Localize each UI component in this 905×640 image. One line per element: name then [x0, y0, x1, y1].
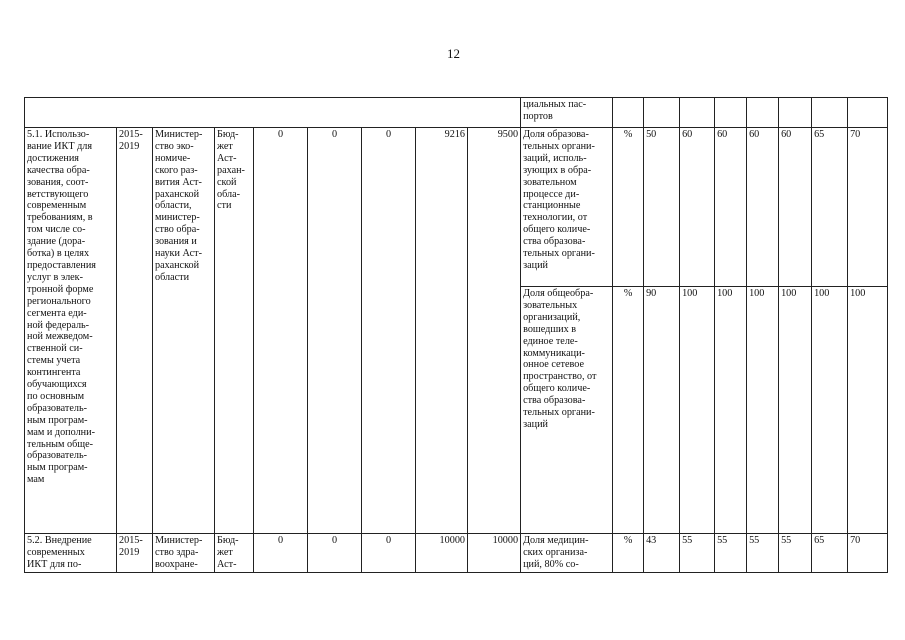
executor-cell: Министер- ство здра- воохране-: [153, 534, 215, 573]
merged-blank-cell: [25, 98, 521, 128]
activity-cell: 5.1. Использо- вание ИКТ для достижения качества обра- зования, соот- ветствующего современным требованиям, в том числе со- здание (дора- ботка) в целях предоставления услуг в элек- тронной форме регионального сегмента еди- ной федераль- ной межведом- ственной си- стемы учета контингента обучающихся по основным образователь- ным програм- мам и дополни- тельным обще- образователь- ным програм- мам: [25, 128, 117, 534]
amount-cell: 0: [254, 128, 308, 534]
value-cell: 100: [779, 287, 812, 534]
period-cell: 2015- 2019: [117, 534, 153, 573]
value-cell: 100: [812, 287, 848, 534]
value-cell: 55: [715, 534, 747, 573]
unit-cell: %: [613, 534, 644, 573]
source-cell: Бюд- жет Аст- рахан- ской обла- сти: [215, 128, 254, 534]
value-cell: 65: [812, 534, 848, 573]
amount-cell: 0: [254, 534, 308, 573]
indicator-cell: Доля образова- тельных органи- заций, исполь- зующих в обра- зовательном процессе ди- станционные технологии, от общего количе- ства образова- тельных органи- заций: [521, 128, 613, 287]
table-row: [25, 128, 888, 287]
amount-cell: 0: [362, 128, 416, 534]
amount-cell: 10000: [468, 534, 521, 573]
amount-cell: 9216: [416, 128, 468, 534]
activity-cell: 5.2. Внедрение современных ИКТ для по-: [25, 534, 117, 573]
unit-cell: %: [613, 128, 644, 287]
value-cell: [644, 98, 680, 128]
amount-cell: 0: [308, 128, 362, 534]
amount-cell: 10000: [416, 534, 468, 573]
value-cell: 55: [779, 534, 812, 573]
value-cell: 100: [680, 287, 715, 534]
value-cell: 50: [644, 128, 680, 287]
value-cell: 55: [747, 534, 779, 573]
value-cell: [848, 98, 888, 128]
amount-cell: 0: [362, 534, 416, 573]
value-cell: [812, 98, 848, 128]
indicator-cell: Доля медицин- ских организа- ций, 80% со-: [521, 534, 613, 573]
unit-cell: %: [613, 287, 644, 534]
value-cell: [747, 98, 779, 128]
continuation-row: [25, 98, 888, 128]
program-table: [24, 97, 888, 573]
unit-cell: [613, 98, 644, 128]
executor-cell: Министер- ство эко- номиче- ского раз- вития Аст- раханской области, министер- ство обра- зования и науки Аст- раханской области: [153, 128, 215, 534]
source-cell: Бюд- жет Аст-: [215, 534, 254, 573]
value-cell: 65: [812, 128, 848, 287]
value-cell: [715, 98, 747, 128]
amount-cell: 9500: [468, 128, 521, 534]
value-cell: [779, 98, 812, 128]
value-cell: [680, 98, 715, 128]
value-cell: 60: [680, 128, 715, 287]
value-cell: 70: [848, 128, 888, 287]
value-cell: 100: [848, 287, 888, 534]
value-cell: 55: [680, 534, 715, 573]
amount-cell: 0: [308, 534, 362, 573]
indicator-cell: Доля общеобра- зовательных организаций, вошедших в единое теле- коммуникаци- онное сетевое пространство, от общего количе- ства образова- тельных органи- заций: [521, 287, 613, 534]
value-cell: 60: [715, 128, 747, 287]
value-cell: 100: [715, 287, 747, 534]
value-cell: 43: [644, 534, 680, 573]
period-cell: 2015- 2019: [117, 128, 153, 534]
value-cell: 90: [644, 287, 680, 534]
value-cell: 70: [848, 534, 888, 573]
page-number: 12: [447, 46, 460, 61]
value-cell: 100: [747, 287, 779, 534]
value-cell: 60: [779, 128, 812, 287]
table-row: [25, 534, 888, 573]
value-cell: 60: [747, 128, 779, 287]
indicator-cell: циальных пас- портов: [521, 98, 613, 128]
